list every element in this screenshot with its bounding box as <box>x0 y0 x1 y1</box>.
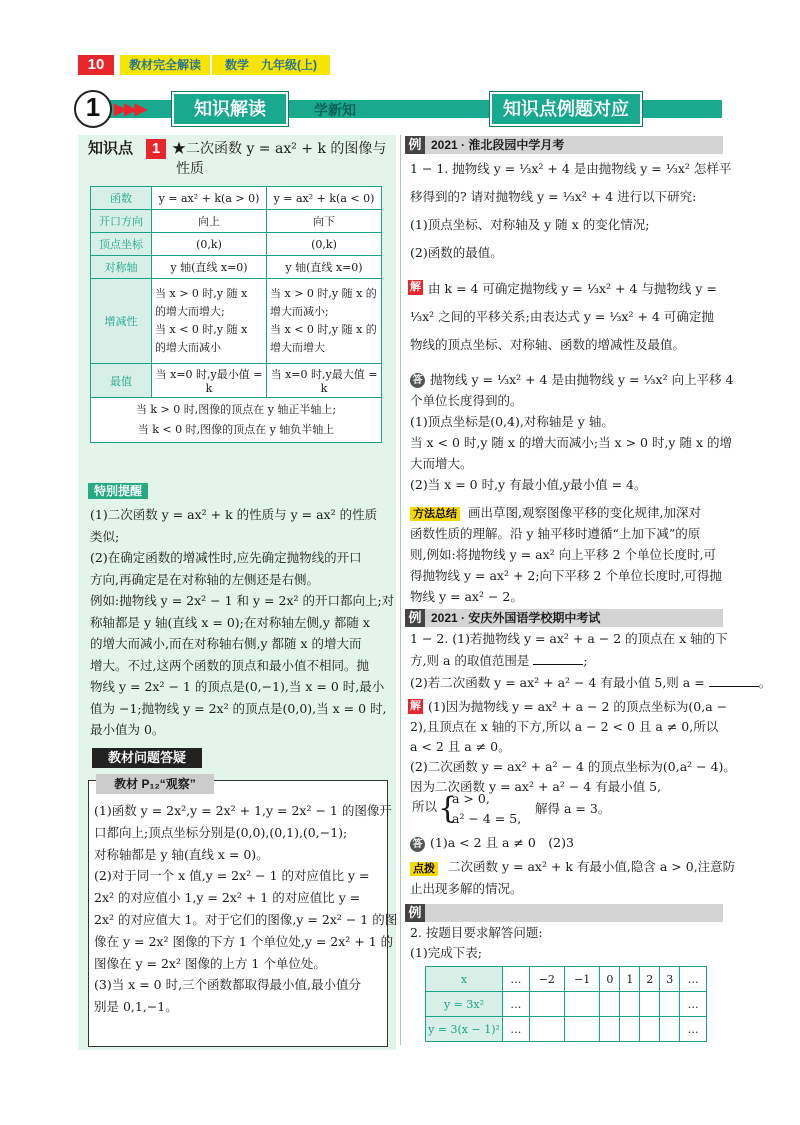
table-cell: 顶点坐标 <box>91 233 152 256</box>
text-line: (2)函数的最值。 <box>410 245 503 260</box>
table-cell <box>267 279 382 364</box>
text-line: 个单位长度得到的。 <box>410 393 523 408</box>
table-cell: 开口方向 <box>91 210 152 233</box>
table-cell: 增减性 <box>91 279 152 364</box>
answer-icon: 答 <box>410 837 425 852</box>
text-line: (2)对于同一个 x 值,y = 2x² − 1 的对应值比 y = <box>94 868 370 884</box>
brace-icon: { <box>438 791 458 826</box>
table-cell <box>152 279 267 364</box>
table-row <box>91 256 382 279</box>
text-line: (1)函数 y = 2x²,y = 2x² + 1,y = 2x² − 1 的图像开 <box>94 803 392 818</box>
text-line: 大而增大。 <box>410 456 473 471</box>
text-line: a < 2 且 a ≠ 0。 <box>410 739 511 754</box>
table-cell: … <box>680 1017 707 1042</box>
q-line: 方,则 a 的取值范围是 ; <box>410 653 588 668</box>
text-line: 物线 y = 2x² − 1 的顶点是(0,−1),当 x = 0 时,最小 <box>90 679 385 694</box>
jd-sub: 教材 P₁₂“观察” <box>96 774 214 794</box>
table-header-cell: 函数 <box>91 187 152 210</box>
sys-eq: a > 0, <box>452 791 490 806</box>
table-cell: 向下 <box>267 210 382 233</box>
text-line: (2)当 x = 0 时,y 有最小值,y最小值 = 4。 <box>410 477 647 492</box>
jie-label: 解 <box>410 700 421 712</box>
sys-eq: a² − 4 = 5, <box>452 811 522 826</box>
knowledge-table <box>90 186 382 443</box>
text-line: 口都向上;顶点坐标分别是(0,0),(0,1),(0,−1); <box>94 824 348 840</box>
table-header-cell: −2 <box>529 967 564 992</box>
table-cell: 对称轴 <box>91 256 152 279</box>
cell-line: 当 x > 0 时,y 随 x 的 <box>270 287 377 300</box>
value-table <box>425 966 707 1042</box>
table-row <box>91 398 382 443</box>
text-line: 增大。不过,这两个函数的顶点和最小值不相同。抛 <box>90 657 369 673</box>
tag-sub: 学新知 <box>314 102 356 118</box>
table-cell[interactable] <box>565 992 600 1017</box>
q-line: 1 − 2. (1)若抛物线 y = ax² + a − 2 的顶点在 x 轴的下 <box>410 631 728 646</box>
example-label: 例 <box>405 904 425 922</box>
table-cell: … <box>680 992 707 1017</box>
note-line: 当 k < 0 时,图像的顶点在 y 轴负半轴上 <box>137 423 335 436</box>
table-header-cell: 3 <box>660 967 680 992</box>
table-cell: … <box>503 1017 530 1042</box>
table-row <box>426 967 707 992</box>
example-header <box>405 904 723 922</box>
example-header <box>405 136 723 154</box>
table-header-cell: x <box>426 967 503 992</box>
kp-number: 1 <box>146 139 166 159</box>
table-cell: 当 x=0 时,y最大值 = k <box>267 364 382 398</box>
sys-post: 解得 a = 3。 <box>535 801 611 816</box>
table-header-cell: −1 <box>565 967 600 992</box>
text-line: (1)二次函数 y = ax² + k 的性质与 y = ax² 的性质 <box>90 507 378 522</box>
jd-label: 教材问题答疑 <box>92 748 202 768</box>
answer-blank[interactable] <box>533 664 583 665</box>
text-line: 类似; <box>90 528 120 544</box>
text-line: 物线 y = ax² − 2。 <box>410 589 523 604</box>
section-number: 1 <box>74 90 112 128</box>
table-note <box>91 398 382 443</box>
table-cell: 向上 <box>152 210 267 233</box>
table-cell[interactable] <box>565 1017 600 1042</box>
text-line: 因为二次函数 y = ax² + a² − 4 有最小值 5, <box>410 779 662 794</box>
table-row <box>426 1017 707 1042</box>
text-line: 移得到的? 请对抛物线 y = ⅓x² + 4 进行以下研究: <box>410 189 697 204</box>
table-row <box>91 233 382 256</box>
q-line: (1)完成下表; <box>410 945 482 960</box>
text-line: 2),且顶点在 x 轴的下方,所以 a − 2 < 0 且 a ≠ 0,所以 <box>410 719 719 734</box>
table-cell[interactable] <box>620 992 640 1017</box>
kp-label: 知识点 <box>88 140 134 157</box>
table-cell[interactable] <box>660 1017 680 1042</box>
table-header-cell: 0 <box>600 967 620 992</box>
cell-line: 当 x < 0 时,y 随 x 的 <box>270 323 377 336</box>
arrow-icon: ▶▶▶ <box>114 101 145 118</box>
text-line: 对称轴都是 y 轴(直线 x = 0)。 <box>94 846 269 862</box>
q-line: 2. 按题目要求解答问题: <box>410 925 543 940</box>
example-answer: (1)a < 2 且 a ≠ 0 (2)3 <box>430 835 574 850</box>
q-text: (2)若二次函数 y = ax² + a² − 4 有最小值 5,则 a = <box>410 675 705 690</box>
cell-line: 增大而减小; <box>270 305 329 318</box>
table-cell[interactable] <box>600 992 620 1017</box>
cell-line: 的增大而减小 <box>155 341 221 354</box>
text-line: 称轴都是 y 轴(直线 x = 0);在对称轴左侧,y 都随 x <box>90 614 370 630</box>
text-line: (1)顶点坐标是(0,4),对称轴是 y 轴。 <box>410 414 614 429</box>
text-line: 图像在 y = 2x² 图像的上方 1 个单位处。 <box>94 955 326 971</box>
table-header-cell: 2 <box>640 967 660 992</box>
table-row <box>91 210 382 233</box>
table-cell[interactable] <box>620 1017 640 1042</box>
table-cell[interactable] <box>640 1017 660 1042</box>
text-line: 2x² 的对应值小 1,y = 2x² + 1 的对应值比 y = <box>94 890 361 906</box>
table-cell: y 轴(直线 x=0) <box>152 256 267 279</box>
text-line: (2)在确定函数的增减性时,应先确定抛物线的开口 <box>90 550 362 565</box>
table-cell: y = 3(x − 1)² <box>426 1017 503 1042</box>
text-line: 最小值为 0。 <box>90 722 165 737</box>
example-header <box>405 609 723 627</box>
text-line: (1)因为抛物线 y = ax² + a − 2 的顶点坐标为(0,a − <box>428 699 728 714</box>
text-line: ⅓x² 之间的平移关系;由表达式 y = ⅓x² + 4 可确定抛 <box>410 309 714 324</box>
table-cell: y 轴(直线 x=0) <box>267 256 382 279</box>
table-header-cell: 1 <box>620 967 640 992</box>
example-source: 2021 · 淮北段园中学月考 <box>431 138 565 152</box>
text-line: 当 x < 0 时,y 随 x 的增大而减小;当 x > 0 时,y 随 x 的增 <box>410 435 732 450</box>
table-cell: … <box>503 992 530 1017</box>
text-line: 1 − 1. 抛物线 y = ⅓x² + 4 是由抛物线 y = ⅓x² 怎样平 <box>410 161 732 176</box>
text-line: 的增大而减小,而在对称轴右侧,y 都随 x 的增大而 <box>90 636 362 651</box>
column-divider <box>400 135 401 1045</box>
cell-line: 当 x > 0 时,y 随 x <box>155 287 248 300</box>
text-line: 得抛物线 y = ax² + 2;向下平移 2 个单位长度时,可得抛 <box>410 568 722 583</box>
table-header-cell: … <box>503 967 530 992</box>
text-line: 由 k = 4 可确定抛物线 y = ⅓x² + 4 与抛物线 y = <box>428 281 717 296</box>
subject-title: 数学 九年级(上) <box>212 55 330 75</box>
text-line: 函数性质的理解。沿 y 轴平移时遵循“上加下减”的原 <box>410 526 701 541</box>
sys-pre: 所以 <box>412 799 438 814</box>
table-cell[interactable] <box>529 1017 564 1042</box>
series-title: 教材完全解读 <box>120 55 210 75</box>
text-line: (1)顶点坐标、对称轴及 y 随 x 的变化情况; <box>410 217 650 232</box>
table-cell[interactable] <box>529 992 564 1017</box>
text-line: 值为 −1;抛物线 y = 2x² 的顶点是(0,0),当 x = 0 时, <box>90 700 387 716</box>
table-header-cell: y = ax² + k(a < 0) <box>267 187 382 210</box>
text-line: 画出草图,观察图像平移的变化规律,加深对 <box>468 505 701 520</box>
text-line: 别是 0,1,−1。 <box>94 999 178 1015</box>
table-cell[interactable] <box>660 992 680 1017</box>
text-line: 物线的顶点坐标、对称轴、函数的增减性及最值。 <box>410 337 686 352</box>
text-line: 例如:抛物线 y = 2x² − 1 和 y = 2x² 的开口都向上;对 <box>90 593 395 608</box>
q-text: 方,则 a 的取值范围是 <box>410 653 530 668</box>
section-band <box>62 88 722 128</box>
cell-line: 的增大而增大; <box>155 305 225 318</box>
example-label: 例 <box>405 136 425 154</box>
table-header-cell: … <box>680 967 707 992</box>
table-cell[interactable] <box>640 992 660 1017</box>
text-line: 像在 y = 2x² 图像的下方 1 个单位处,y = 2x² + 1 的 <box>94 933 394 949</box>
tip-line: 止出现多解的情况。 <box>410 881 523 896</box>
table-row <box>91 187 382 210</box>
table-cell: 当 x=0 时,y最小值 = k <box>152 364 267 398</box>
text-line: (2)二次函数 y = ax² + a² − 4 的顶点坐标为(0,a² − 4)。 <box>410 759 736 774</box>
table-row <box>91 279 382 364</box>
table-row <box>426 992 707 1017</box>
example-label: 例 <box>405 609 425 627</box>
text-line: (3)当 x = 0 时,三个函数都取得最小值,最小值分 <box>94 977 362 993</box>
table-cell: (0,k) <box>267 233 382 256</box>
tip-label: 点拨 <box>410 862 438 876</box>
page-number: 10 <box>78 55 114 75</box>
special-label: 特别提醒 <box>88 483 148 499</box>
text-line: 方向,再确定是在对称轴的左侧还是右侧。 <box>90 571 319 587</box>
tag-knowledge: 知识解读 <box>172 92 288 126</box>
kp-title-2: 性质 <box>176 161 204 177</box>
answer-icon: 答 <box>410 373 425 388</box>
table-header-cell: y = ax² + k(a > 0) <box>152 187 267 210</box>
text-line: 2x² 的对应值大 1。对于它们的图像,y = 2x² − 1 的图 <box>94 912 398 927</box>
text-line: 抛物线 y = ⅓x² + 4 是由抛物线 y = ⅓x² 向上平移 4 <box>430 372 734 387</box>
table-cell[interactable] <box>600 1017 620 1042</box>
table-cell: (0,k) <box>152 233 267 256</box>
table-cell: y = 3x² <box>426 992 503 1017</box>
answer-blank[interactable] <box>709 686 759 687</box>
q-line: (2)若二次函数 y = ax² + a² − 4 有最小值 5,则 a = 。 <box>410 675 772 690</box>
kp-title: ★二次函数 y = ax² + k 的图像与 <box>172 141 387 157</box>
text-line: 则,例如:将抛物线 y = ax² 向上平移 2 个单位长度时,可 <box>410 547 717 562</box>
method-label: 方法总结 <box>410 507 460 521</box>
note-line: 当 k > 0 时,图像的顶点在 y 轴正半轴上; <box>135 403 337 416</box>
tag-examples: 知识点例题对应 <box>490 92 642 126</box>
cell-line: 当 x < 0 时,y 随 x <box>155 323 248 336</box>
example-source: 2021 · 安庆外国语学校期中考试 <box>431 611 601 625</box>
tip-line: 二次函数 y = ax² + k 有最小值,隐含 a > 0,注意防 <box>448 859 736 874</box>
table-row <box>91 364 382 398</box>
table-cell: 最值 <box>91 364 152 398</box>
cell-line: 增大而增大 <box>270 341 325 354</box>
jie-label: 解 <box>410 281 421 293</box>
